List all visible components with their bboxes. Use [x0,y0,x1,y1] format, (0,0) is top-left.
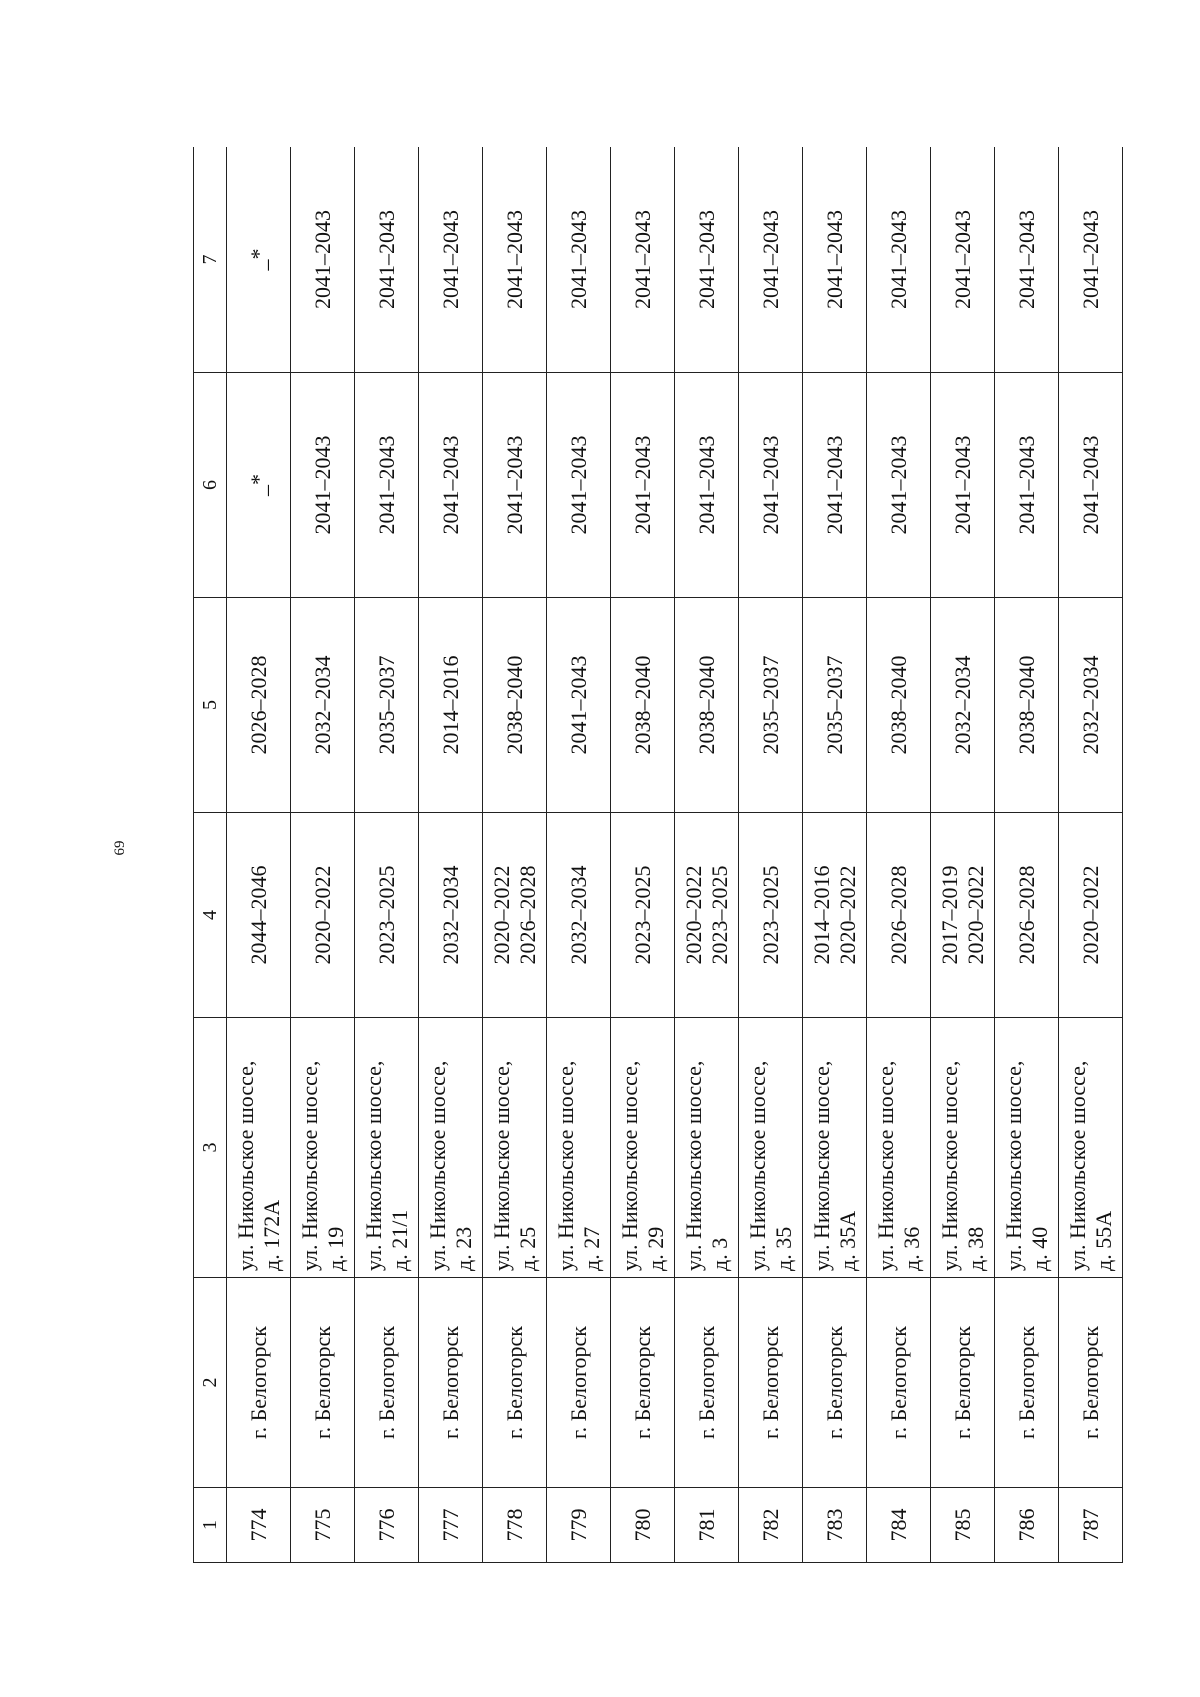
table-row [675,147,739,1563]
cell-row-number: 786 [995,1488,1059,1563]
cell-city: г. Белогорск [611,1278,675,1488]
year-range-line: 2044–2046 [245,865,271,965]
year-range-line: 2023–2025 [706,865,732,965]
year-range-line: 2020–2022 [309,865,335,965]
cell-col7-years: 2041–2043 [931,147,995,373]
address-line: д. 29 [642,1226,668,1271]
year-range-line: 2032–2034 [565,865,591,965]
cell-row-number: 785 [931,1488,995,1563]
table-row [931,147,995,1563]
year-range-line: 2026–2028 [514,865,540,965]
header-row [194,147,227,1563]
cell-col7-years: 2041–2043 [867,147,931,373]
address-line: ул. Никольское шоссе, [1001,1060,1027,1271]
address-line: д. 35А [834,1210,860,1271]
cell-col6-years: 2041–2043 [867,373,931,598]
cell-col7-years: 2041–2043 [1059,147,1123,373]
cell-row-number: 774 [227,1488,291,1563]
address-line: д. 19 [322,1226,348,1271]
cell-col4-years [867,813,931,1018]
cell-address [931,1018,995,1278]
table-container [193,147,1123,1563]
cell-col5-years: 2038–2040 [483,598,547,813]
address-line: ул. Никольское шоссе, [617,1060,643,1271]
year-range-line: 2020–2022 [962,865,988,965]
cell-address [419,1018,483,1278]
table-row [483,147,547,1563]
address-line: ул. Никольское шоссе, [1065,1060,1091,1271]
cell-city: г. Белогорск [1059,1278,1123,1488]
cell-address [611,1018,675,1278]
cell-col6-years: 2041–2043 [355,373,419,598]
table-row [291,147,355,1563]
cell-address [547,1018,611,1278]
cell-row-number: 776 [355,1488,419,1563]
address-line: д. 21/1 [386,1209,412,1271]
cell-address [227,1018,291,1278]
cell-col6-years: 2041–2043 [1059,373,1123,598]
cell-col7-years: _* [227,147,291,373]
column-header-6: 6 [194,373,227,598]
table-row [227,147,291,1563]
cell-city: г. Белогорск [803,1278,867,1488]
cell-col5-years: 2014–2016 [419,598,483,813]
cell-col4-years [803,813,867,1018]
cell-col7-years: 2041–2043 [419,147,483,373]
table-row [1059,147,1123,1563]
cell-address [483,1018,547,1278]
year-range-line: 2023–2025 [373,865,399,965]
address-line: д. 38 [962,1226,988,1271]
cell-address [675,1018,739,1278]
cell-col6-years: 2041–2043 [995,373,1059,598]
cell-col5-years: 2032–2034 [931,598,995,813]
address-line: д. 3 [706,1237,732,1271]
address-line: д. 27 [578,1226,604,1271]
cell-col4-years [1059,813,1123,1018]
cell-col5-years: 2032–2034 [291,598,355,813]
column-header-4: 4 [194,813,227,1018]
column-header-2: 2 [194,1278,227,1488]
cell-col4-years [611,813,675,1018]
table-row [867,147,931,1563]
year-range-line: 2032–2034 [437,865,463,965]
year-range-line: 2017–2019 [937,865,963,965]
cell-col7-years: 2041–2043 [611,147,675,373]
cell-city: г. Белогорск [227,1278,291,1488]
cell-city: г. Белогорск [867,1278,931,1488]
cell-col7-years: 2041–2043 [291,147,355,373]
cell-col6-years: 2041–2043 [483,373,547,598]
cell-address [355,1018,419,1278]
cell-address [291,1018,355,1278]
cell-col4-years [355,813,419,1018]
cell-city: г. Белогорск [931,1278,995,1488]
cell-row-number: 779 [547,1488,611,1563]
cell-col5-years: 2038–2040 [995,598,1059,813]
cell-col7-years: 2041–2043 [547,147,611,373]
address-line: ул. Никольское шоссе, [425,1060,451,1271]
column-header-5: 5 [194,598,227,813]
cell-col7-years: 2041–2043 [739,147,803,373]
cell-city: г. Белогорск [547,1278,611,1488]
cell-col6-years: 2041–2043 [419,373,483,598]
cell-col5-years: 2038–2040 [611,598,675,813]
cell-address [739,1018,803,1278]
address-line: ул. Никольское шоссе, [745,1060,771,1271]
cell-col5-years: 2038–2040 [675,598,739,813]
cell-col4-years [227,813,291,1018]
cell-col4-years [419,813,483,1018]
year-range-line: 2020–2022 [1077,865,1103,965]
table-row [355,147,419,1563]
cell-row-number: 775 [291,1488,355,1563]
cell-col6-years: _* [227,373,291,598]
cell-address [995,1018,1059,1278]
page-number: 69 [112,840,128,856]
address-line: д. 40 [1026,1226,1052,1271]
cell-col6-years: 2041–2043 [675,373,739,598]
cell-city: г. Белогорск [675,1278,739,1488]
address-line: ул. Никольское шоссе, [233,1060,259,1271]
year-range-line: 2020–2022 [489,865,515,965]
cell-col7-years: 2041–2043 [355,147,419,373]
column-header-7: 7 [194,147,227,373]
cell-col4-years [291,813,355,1018]
cell-col6-years: 2041–2043 [291,373,355,598]
cell-address [1059,1018,1123,1278]
cell-col7-years: 2041–2043 [483,147,547,373]
cell-col5-years: 2032–2034 [1059,598,1123,813]
cell-row-number: 783 [803,1488,867,1563]
cell-address [803,1018,867,1278]
year-range-line: 2023–2025 [629,865,655,965]
cell-col6-years: 2041–2043 [547,373,611,598]
address-line: ул. Никольское шоссе, [681,1060,707,1271]
table-body [227,147,1123,1563]
cell-col4-years [739,813,803,1018]
cell-city: г. Белогорск [995,1278,1059,1488]
cell-col4-years [995,813,1059,1018]
cell-row-number: 782 [739,1488,803,1563]
cell-row-number: 780 [611,1488,675,1563]
year-range-line: 2023–2025 [757,865,783,965]
cell-address [867,1018,931,1278]
cell-row-number: 777 [419,1488,483,1563]
address-line: д. 25 [514,1226,540,1271]
table-row [995,147,1059,1563]
cell-col5-years: 2038–2040 [867,598,931,813]
address-line: д. 55А [1090,1210,1116,1271]
address-line: ул. Никольское шоссе, [809,1060,835,1271]
cell-col4-years [931,813,995,1018]
year-range-line: 2020–2022 [681,865,707,965]
cell-col4-years [675,813,739,1018]
table-row [611,147,675,1563]
year-range-line: 2014–2016 [809,865,835,965]
cell-col4-years [483,813,547,1018]
column-header-1: 1 [194,1488,227,1563]
cell-col4-years [547,813,611,1018]
cell-col7-years: 2041–2043 [803,147,867,373]
address-line: ул. Никольское шоссе, [553,1060,579,1271]
address-line: д. 172А [258,1199,284,1271]
cell-row-number: 778 [483,1488,547,1563]
column-header-3: 3 [194,1018,227,1278]
cell-col5-years: 2026–2028 [227,598,291,813]
address-line: ул. Никольское шоссе, [297,1060,323,1271]
cell-city: г. Белогорск [739,1278,803,1488]
address-line: д. 23 [450,1226,476,1271]
cell-row-number: 787 [1059,1488,1123,1563]
address-line: ул. Никольское шоссе, [873,1060,899,1271]
year-range-line: 2020–2022 [834,865,860,965]
cell-col6-years: 2041–2043 [931,373,995,598]
cell-col5-years: 2035–2037 [355,598,419,813]
schedule-table [193,147,1123,1563]
table-row [739,147,803,1563]
year-range-line: 2026–2028 [885,865,911,965]
table-row [547,147,611,1563]
cell-city: г. Белогорск [483,1278,547,1488]
year-range-line: 2026–2028 [1013,865,1039,965]
cell-row-number: 784 [867,1488,931,1563]
table-row [803,147,867,1563]
cell-city: г. Белогорск [291,1278,355,1488]
table-row [419,147,483,1563]
address-line: ул. Никольское шоссе, [361,1060,387,1271]
cell-col7-years: 2041–2043 [995,147,1059,373]
cell-col5-years: 2035–2037 [739,598,803,813]
address-line: д. 35 [770,1226,796,1271]
cell-col6-years: 2041–2043 [611,373,675,598]
address-line: ул. Никольское шоссе, [489,1060,515,1271]
cell-col6-years: 2041–2043 [739,373,803,598]
cell-row-number: 781 [675,1488,739,1563]
cell-city: г. Белогорск [355,1278,419,1488]
cell-col7-years: 2041–2043 [675,147,739,373]
cell-col5-years: 2035–2037 [803,598,867,813]
cell-col5-years: 2041–2043 [547,598,611,813]
address-line: ул. Никольское шоссе, [937,1060,963,1271]
cell-col6-years: 2041–2043 [803,373,867,598]
address-line: д. 36 [898,1226,924,1271]
cell-city: г. Белогорск [419,1278,483,1488]
